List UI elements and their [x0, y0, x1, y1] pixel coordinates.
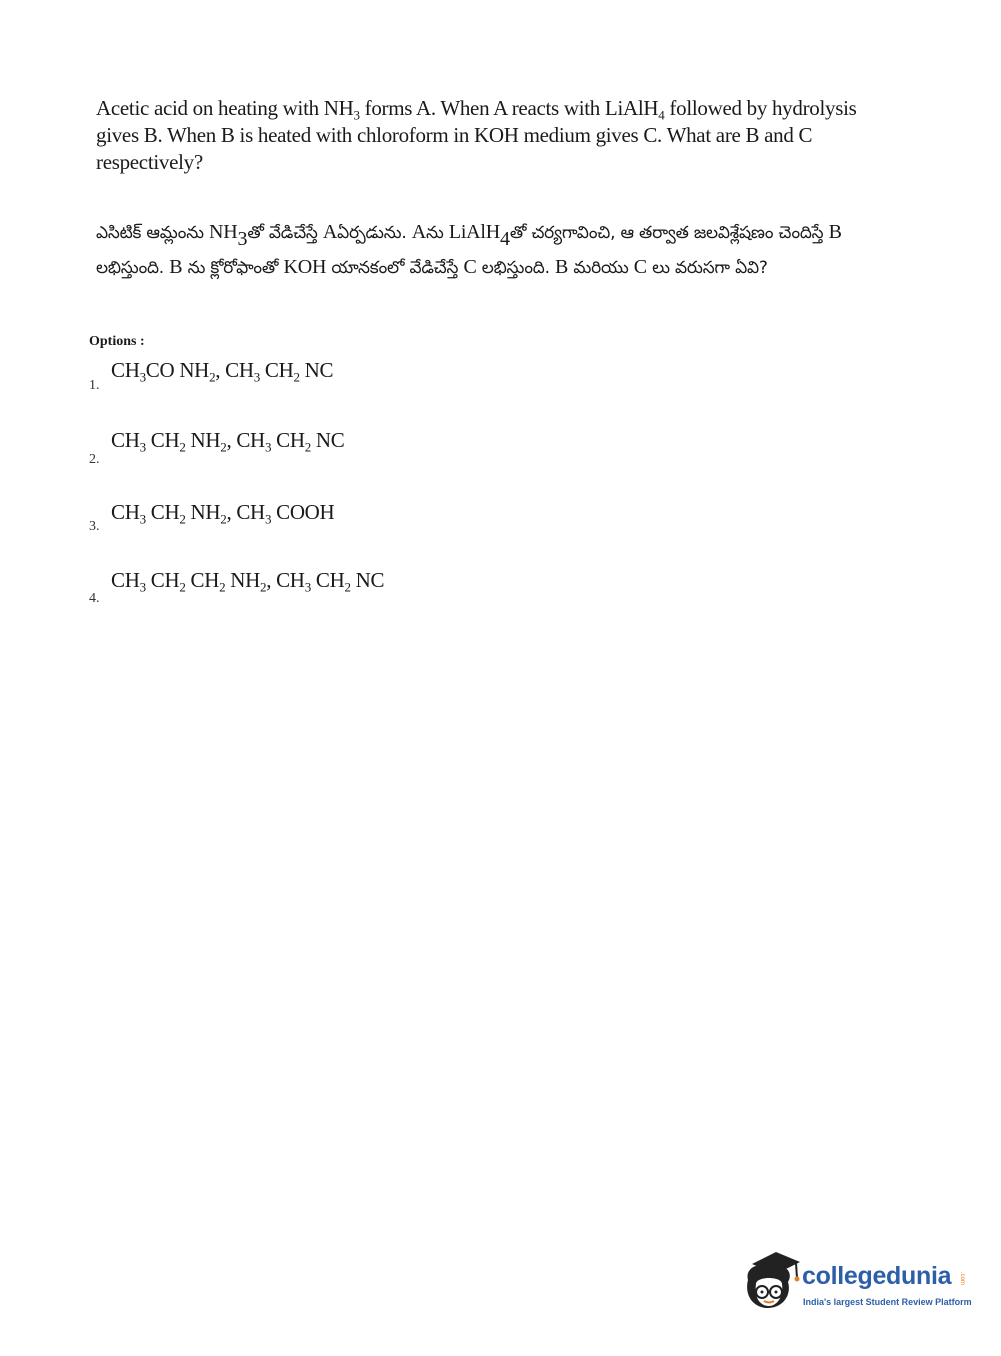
- question-text: Acetic acid on heating with NH: [96, 96, 354, 120]
- formula-part: NC: [299, 358, 334, 382]
- formula-part: CH: [259, 358, 294, 382]
- subscript: 2: [179, 439, 186, 455]
- subscript: 3: [237, 228, 248, 250]
- collegedunia-logo[interactable]: [742, 1250, 972, 1320]
- option-number: 3.: [89, 519, 100, 534]
- logo-suffix: .com: [959, 1272, 965, 1286]
- logo-name: collegedunia: [802, 1262, 952, 1290]
- question-text: లభిస్తుంది.: [476, 258, 555, 278]
- question-text: NH: [209, 221, 238, 243]
- formula-part: CH: [111, 428, 140, 452]
- question-text: ను క్లోరోఫాంతో: [182, 258, 284, 278]
- subscript: 2: [259, 579, 267, 595]
- logo-tagline: India's largest Student Review Platform: [803, 1297, 972, 1307]
- option-number: 1.: [89, 378, 100, 393]
- question-text: ఎసిటిక్ ఆమ్లంను: [96, 223, 210, 243]
- options-label: Options :: [89, 334, 145, 349]
- subscript: 4: [500, 228, 510, 250]
- formula-part: , CH: [226, 428, 265, 452]
- question-text: లు వరుసగా ఏవి?: [646, 258, 768, 278]
- question-text: KOH: [283, 256, 327, 278]
- subscript: 3: [264, 511, 272, 527]
- formula-part: NH: [185, 428, 221, 452]
- subscript: 2: [209, 369, 216, 385]
- option-formula: [111, 568, 384, 593]
- formula-part: , CH: [215, 358, 254, 382]
- subscript: 3: [139, 369, 146, 385]
- question-text: C: [633, 256, 647, 278]
- subscript: 3: [264, 439, 272, 455]
- formula-part: CH: [111, 500, 140, 524]
- subscript: 3: [353, 107, 360, 123]
- subscript: 2: [293, 369, 300, 385]
- formula-part: CH: [111, 358, 140, 382]
- question-text: LiAlH: [448, 221, 501, 243]
- question-text: B: [169, 256, 183, 278]
- formula-part: CH: [310, 568, 345, 592]
- formula-part: NC: [310, 428, 345, 452]
- question-text: followed by hydrolysis gives B. When B is heated with chloroform in KOH medium gives C. What are B and C respectively?: [96, 96, 857, 174]
- question-text: A: [322, 221, 338, 243]
- question-telugu: [96, 215, 876, 285]
- formula-part: CH: [111, 568, 140, 592]
- question-text: తో చర్యగావించి, ఆ తర్వాత జలవిశ్లేషణం చెందిస్తే: [509, 223, 829, 243]
- formula-part: NC: [350, 568, 385, 592]
- option-number: 4.: [89, 591, 100, 606]
- subscript: 2: [179, 579, 186, 595]
- subscript: 3: [139, 579, 146, 595]
- subscript: 2: [220, 439, 227, 455]
- question-text: తో వేడిచేస్తే: [247, 223, 323, 243]
- question-text: forms A. When A reacts with LiAlH: [359, 96, 659, 120]
- formula-part: CH: [145, 568, 180, 592]
- formula-part: , CH: [226, 500, 265, 524]
- subscript: 2: [344, 579, 351, 595]
- subscript: 3: [139, 511, 146, 527]
- formula-part: CH: [185, 568, 220, 592]
- subscript: 2: [179, 511, 186, 527]
- subscript: 3: [253, 369, 260, 385]
- formula-part: CH: [271, 428, 305, 452]
- option-formula: [111, 500, 334, 525]
- question-text: యానకంలో వేడిచేస్తే: [326, 258, 464, 278]
- formula-part: , CH: [266, 568, 305, 592]
- mascot-icon: [742, 1250, 802, 1314]
- question-text: ను: [425, 223, 449, 243]
- option-formula: [111, 358, 333, 383]
- subscript: 3: [139, 439, 146, 455]
- formula-part: CH: [145, 428, 180, 452]
- question-text: C: [463, 256, 477, 278]
- question-text: B: [555, 256, 569, 278]
- formula-part: CO NH: [145, 358, 210, 382]
- subscript: 2: [304, 439, 311, 455]
- question-english: [96, 95, 876, 176]
- subscript: 4: [658, 107, 665, 123]
- question-text: ఏర్పడును.: [337, 223, 412, 243]
- formula-part: CH: [145, 500, 180, 524]
- formula-part: COOH: [271, 500, 335, 524]
- question-text: మరియు: [568, 258, 634, 278]
- option-number: 2.: [89, 452, 100, 467]
- formula-part: NH: [185, 500, 221, 524]
- option-formula: [111, 428, 344, 453]
- question-text: లభిస్తుంది.: [96, 258, 170, 278]
- subscript: 2: [220, 511, 227, 527]
- subscript: 2: [219, 579, 226, 595]
- question-text: A: [411, 221, 426, 243]
- subscript: 3: [304, 579, 311, 595]
- formula-part: NH: [225, 568, 260, 592]
- question-text: B: [828, 221, 842, 243]
